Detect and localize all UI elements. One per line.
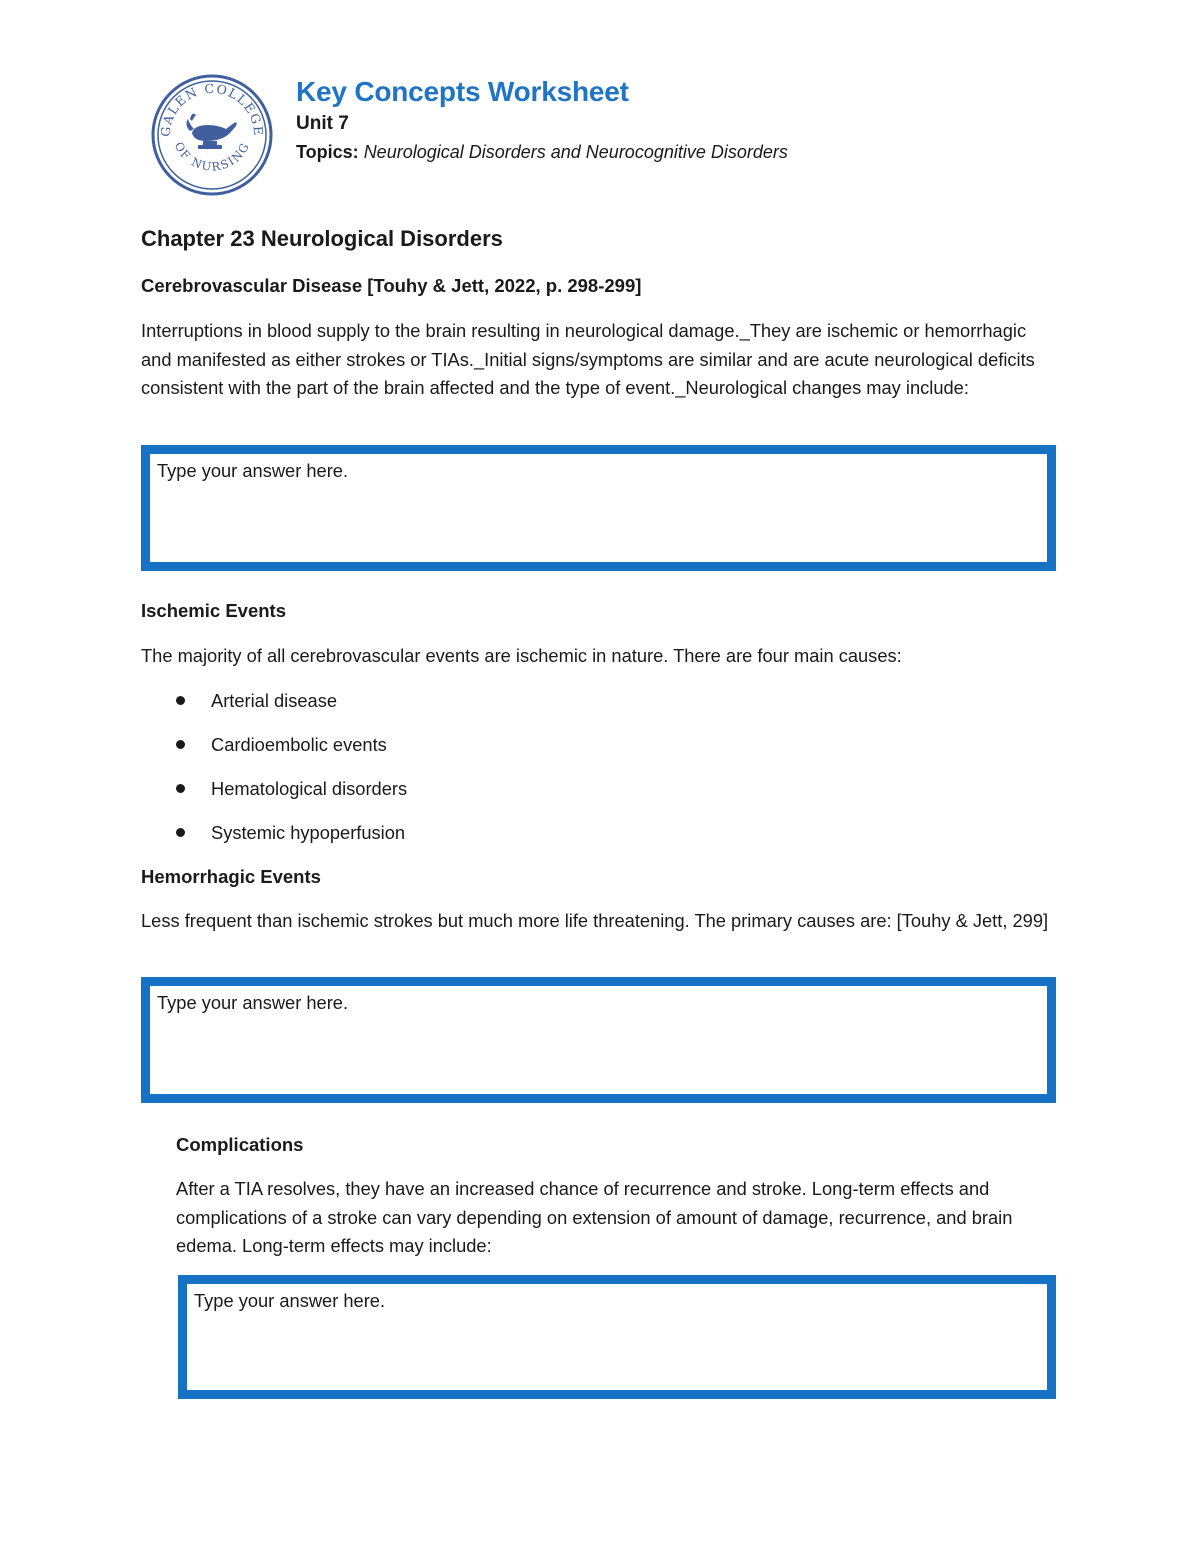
answer-placeholder[interactable]: Type your answer here. [194, 1290, 386, 1311]
bullet-icon [176, 784, 185, 793]
bullet-icon [176, 828, 185, 837]
topics-label: Topics: [296, 142, 359, 162]
section-body-cerebrovascular: Interruptions in blood supply to the brain resulting in neurological damage._They are ischemic or hemorrhagic and manifested as either strokes or TIAs._Initial signs/symptoms are similar and are acute neurological deficits consistent with the part of the brain affected and the type of event._Neurological changes may include: [141, 320, 1035, 398]
page-title: Key Concepts Worksheet [296, 76, 629, 107]
section-body-complications: After a TIA resolves, they have an increased chance of recurrence and stroke. Long-term effects and complications of a stroke can vary depending on extension of amount of damage, recurrence, and brain edema. Long-term effects may include: [176, 1178, 1013, 1256]
section-heading-complications: Complications [176, 1134, 304, 1155]
topics-line [296, 138, 788, 166]
section-body-hemorrhagic: Less frequent than ischemic strokes but much more life threatening. The primary causes are: [Touhy & Jett, 299] [141, 910, 1049, 931]
answer-placeholder[interactable]: Type your answer here. [157, 460, 349, 481]
section-body-ischemic: The majority of all cerebrovascular events are ischemic in nature. There are four main causes: [141, 645, 902, 666]
bullet-icon [176, 696, 185, 705]
answer-placeholder[interactable]: Type your answer here. [157, 992, 349, 1013]
college-logo [150, 73, 274, 197]
answer-box-cerebrovascular[interactable] [141, 445, 1056, 571]
topics-value: Neurological Disorders and Neurocognitive Disorders [363, 142, 788, 162]
lamp-seal-icon [150, 73, 274, 197]
section-heading-hemorrhagic: Hemorrhagic Events [141, 866, 321, 887]
answer-box-hemorrhagic[interactable] [141, 977, 1056, 1103]
answer-box-complications[interactable] [178, 1275, 1056, 1399]
logo-text-bottom: OF NURSING [171, 139, 253, 174]
section-heading-ischemic: Ischemic Events [141, 600, 286, 621]
chapter-title: Chapter 23 Neurological Disorders [141, 226, 503, 251]
bullet-icon [176, 740, 185, 749]
unit-label: Unit 7 [296, 113, 349, 134]
worksheet-header [296, 74, 788, 166]
logo-text-top: GALEN COLLEGE [157, 80, 267, 138]
section-heading-cerebrovascular: Cerebrovascular Disease [Touhy & Jett, 2022, p. 298-299] [141, 275, 642, 296]
